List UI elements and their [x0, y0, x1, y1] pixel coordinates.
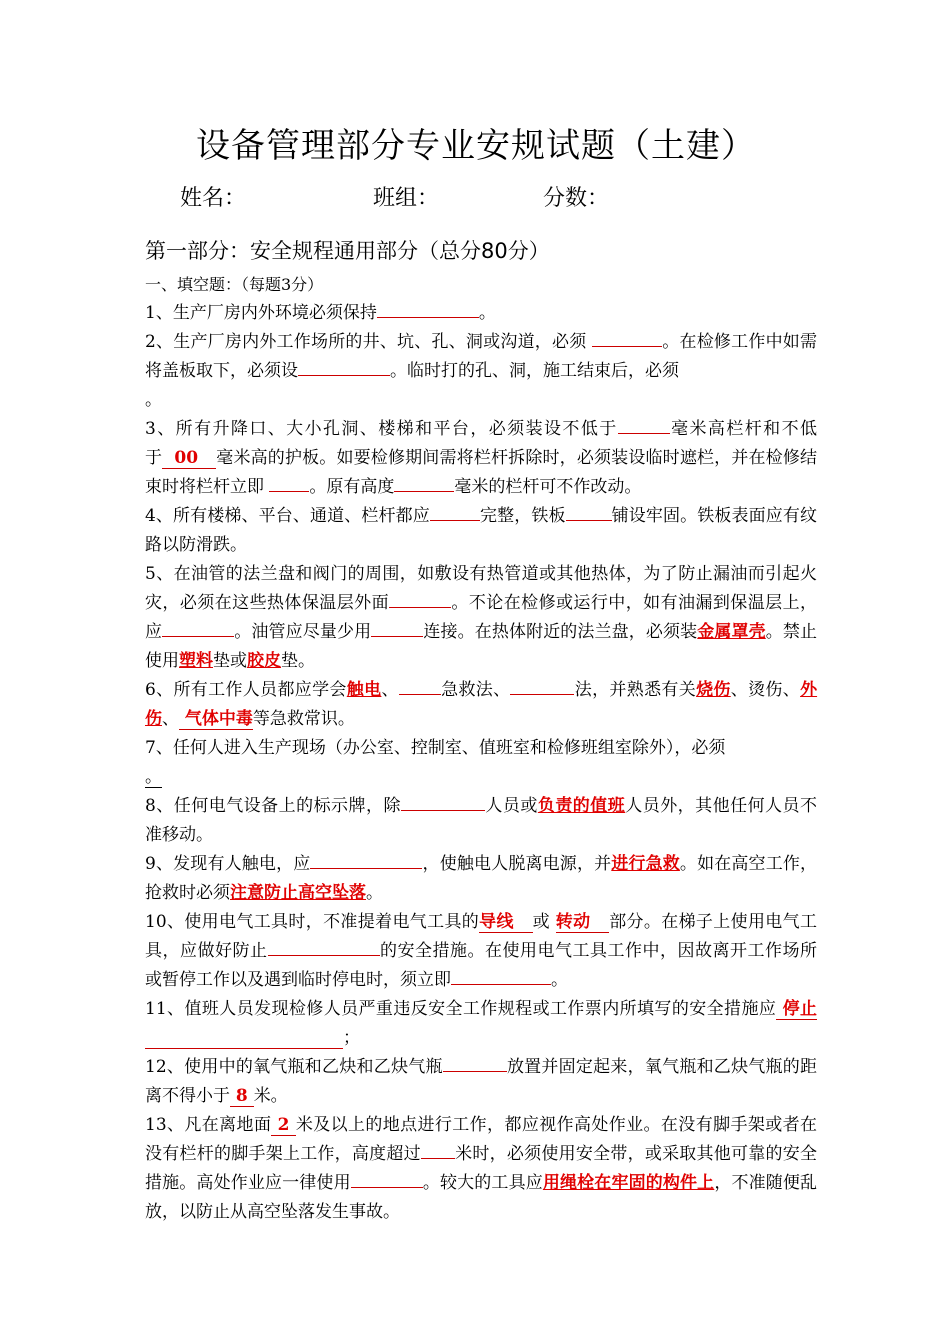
question-8: 8、任何电气设备上的标示牌，除 人员或负责的值班人员外，其他任何人员不准移动。: [145, 792, 817, 850]
blank: [451, 967, 551, 985]
blank: [592, 329, 662, 347]
question-3: 3、所有升降口、大小孔洞、楼梯和平台，必须装设不低于 毫米高栏杆和不低于 00 毫米高的护板。如要检修期间需将栏杆拆除时，必须装设临时遮栏，并在检修结束时将栏杆立即 。原有高度 毫米的栏杆可不作改动。: [145, 415, 817, 502]
info-row: [145, 181, 817, 215]
blank: [351, 1170, 423, 1188]
blank: [394, 474, 454, 492]
question-5: 5、在油管的法兰盘和阀门的周围，如敷设有热管道或其他热体，为了防止漏油而引起火灾，必须在这些热体保温层外面 。不论在检修或运行中，如有油漏到保温层上，应 。油管应尽量少用 连接。在热体附近的法兰盘，必须装金属罩壳。禁止使用塑料垫或胶皮垫。: [145, 564, 818, 671]
answer: 00: [162, 448, 216, 469]
blank: [566, 503, 612, 521]
question-2: 2、生产厂房内外工作场所的井、坑、孔、洞或沟道，必须 。在检修工作中如需将盖板取下，必须设 。临时打的孔、洞，施工结束后，必须 。: [145, 328, 817, 415]
answer: 停止: [145, 999, 817, 1049]
answer: 烧伤: [696, 680, 731, 700]
question-9: 9、发现有人触电，应 ，使触电人脱离电源，并进行急救。如在高空工作，抢救时必须注意防止高空坠落。: [145, 850, 817, 908]
question-7: 7、任何人进入生产现场（办公室、控制室、值班室和检修班组室除外），必须 。: [145, 738, 726, 787]
blank: [421, 1141, 455, 1159]
answer: 用绳栓在牢固的构件上: [542, 1173, 715, 1193]
blank: [401, 793, 485, 811]
score-label: 分数：: [543, 186, 610, 211]
answer: 负责的值班: [537, 796, 626, 816]
question-6: 6、所有工作人员都应学会触电、 急救法、 法，并熟悉有关烧伤、烫伤、外伤、 气体中毒等急救常识。: [145, 676, 817, 734]
answer: 注意防止高空坠落: [230, 883, 366, 903]
question-1: 1、生产厂房内外环境必须保持 。: [145, 299, 817, 328]
answer: 导线: [479, 912, 532, 933]
blank: [310, 851, 422, 869]
page-title: 设备管理部分专业安规试题（土建）: [196, 126, 756, 166]
subsection-heading: 一、填空题：（每题3分）: [145, 275, 324, 294]
blank: [268, 938, 380, 956]
blank: [162, 619, 234, 637]
blank: [618, 416, 670, 434]
answer: 金属罩壳: [697, 622, 766, 642]
blank: [377, 300, 479, 318]
blank: [430, 503, 480, 521]
name-label: 姓名：: [180, 186, 247, 211]
question-11: 11、值班人员发现检修人员严重违反安全工作规程或工作票内所填写的安全措施应 停止；: [145, 999, 817, 1048]
blank: [371, 619, 423, 637]
blank: [298, 358, 390, 376]
answer: 进行急救: [611, 854, 680, 874]
answer: 2: [271, 1115, 295, 1136]
answer: 胶皮: [247, 651, 281, 671]
answer: 触电: [346, 680, 382, 700]
question-10: 10、使用电气工具时，不准提着电气工具的导线 或 转动 部分。在梯子上使用电气工具，应做好防止 的安全措施。在使用电气工具工作中，因故离开工作场所或暂停工作以及遇到临时停电时，须立即 。: [145, 912, 817, 990]
blank: [389, 590, 451, 608]
answer: 转动: [556, 912, 609, 933]
answer: 塑料: [179, 651, 213, 671]
answer: 气体中毒: [179, 709, 253, 730]
blank: [269, 474, 309, 492]
exam-page: [145, 118, 817, 1227]
question-4: 4、所有楼梯、平台、通道、栏杆都应 完整，铁板 铺设牢固。铁板表面应有纹路以防滑跌。: [145, 502, 817, 560]
blank: [443, 1054, 507, 1072]
team-label: 班组：: [373, 186, 440, 211]
answer: 外伤: [145, 680, 818, 729]
blank: [399, 677, 441, 695]
section-heading: 第一部分：安全规程通用部分（总分80分）: [145, 239, 550, 263]
blank: [510, 677, 574, 695]
answer: 8: [230, 1086, 254, 1107]
question-13: 13、凡在离地面 2 米及以上的地点进行工作，都应视作高处作业。在没有脚手架或者在没有栏杆的脚手架上工作，高度超过 米时，必须使用安全带，或采取其他可靠的安全措施。高处作业应一律使用 。较大的工具应用绳栓在牢固的构件上，不准随便乱放，以防止从高空坠落发生事故。: [145, 1115, 818, 1222]
question-12: 12、使用中的氧气瓶和乙炔和乙炔气瓶 放置并固定起来，氧气瓶和乙炔气瓶的距离不得小于 8 米。: [145, 1053, 817, 1111]
